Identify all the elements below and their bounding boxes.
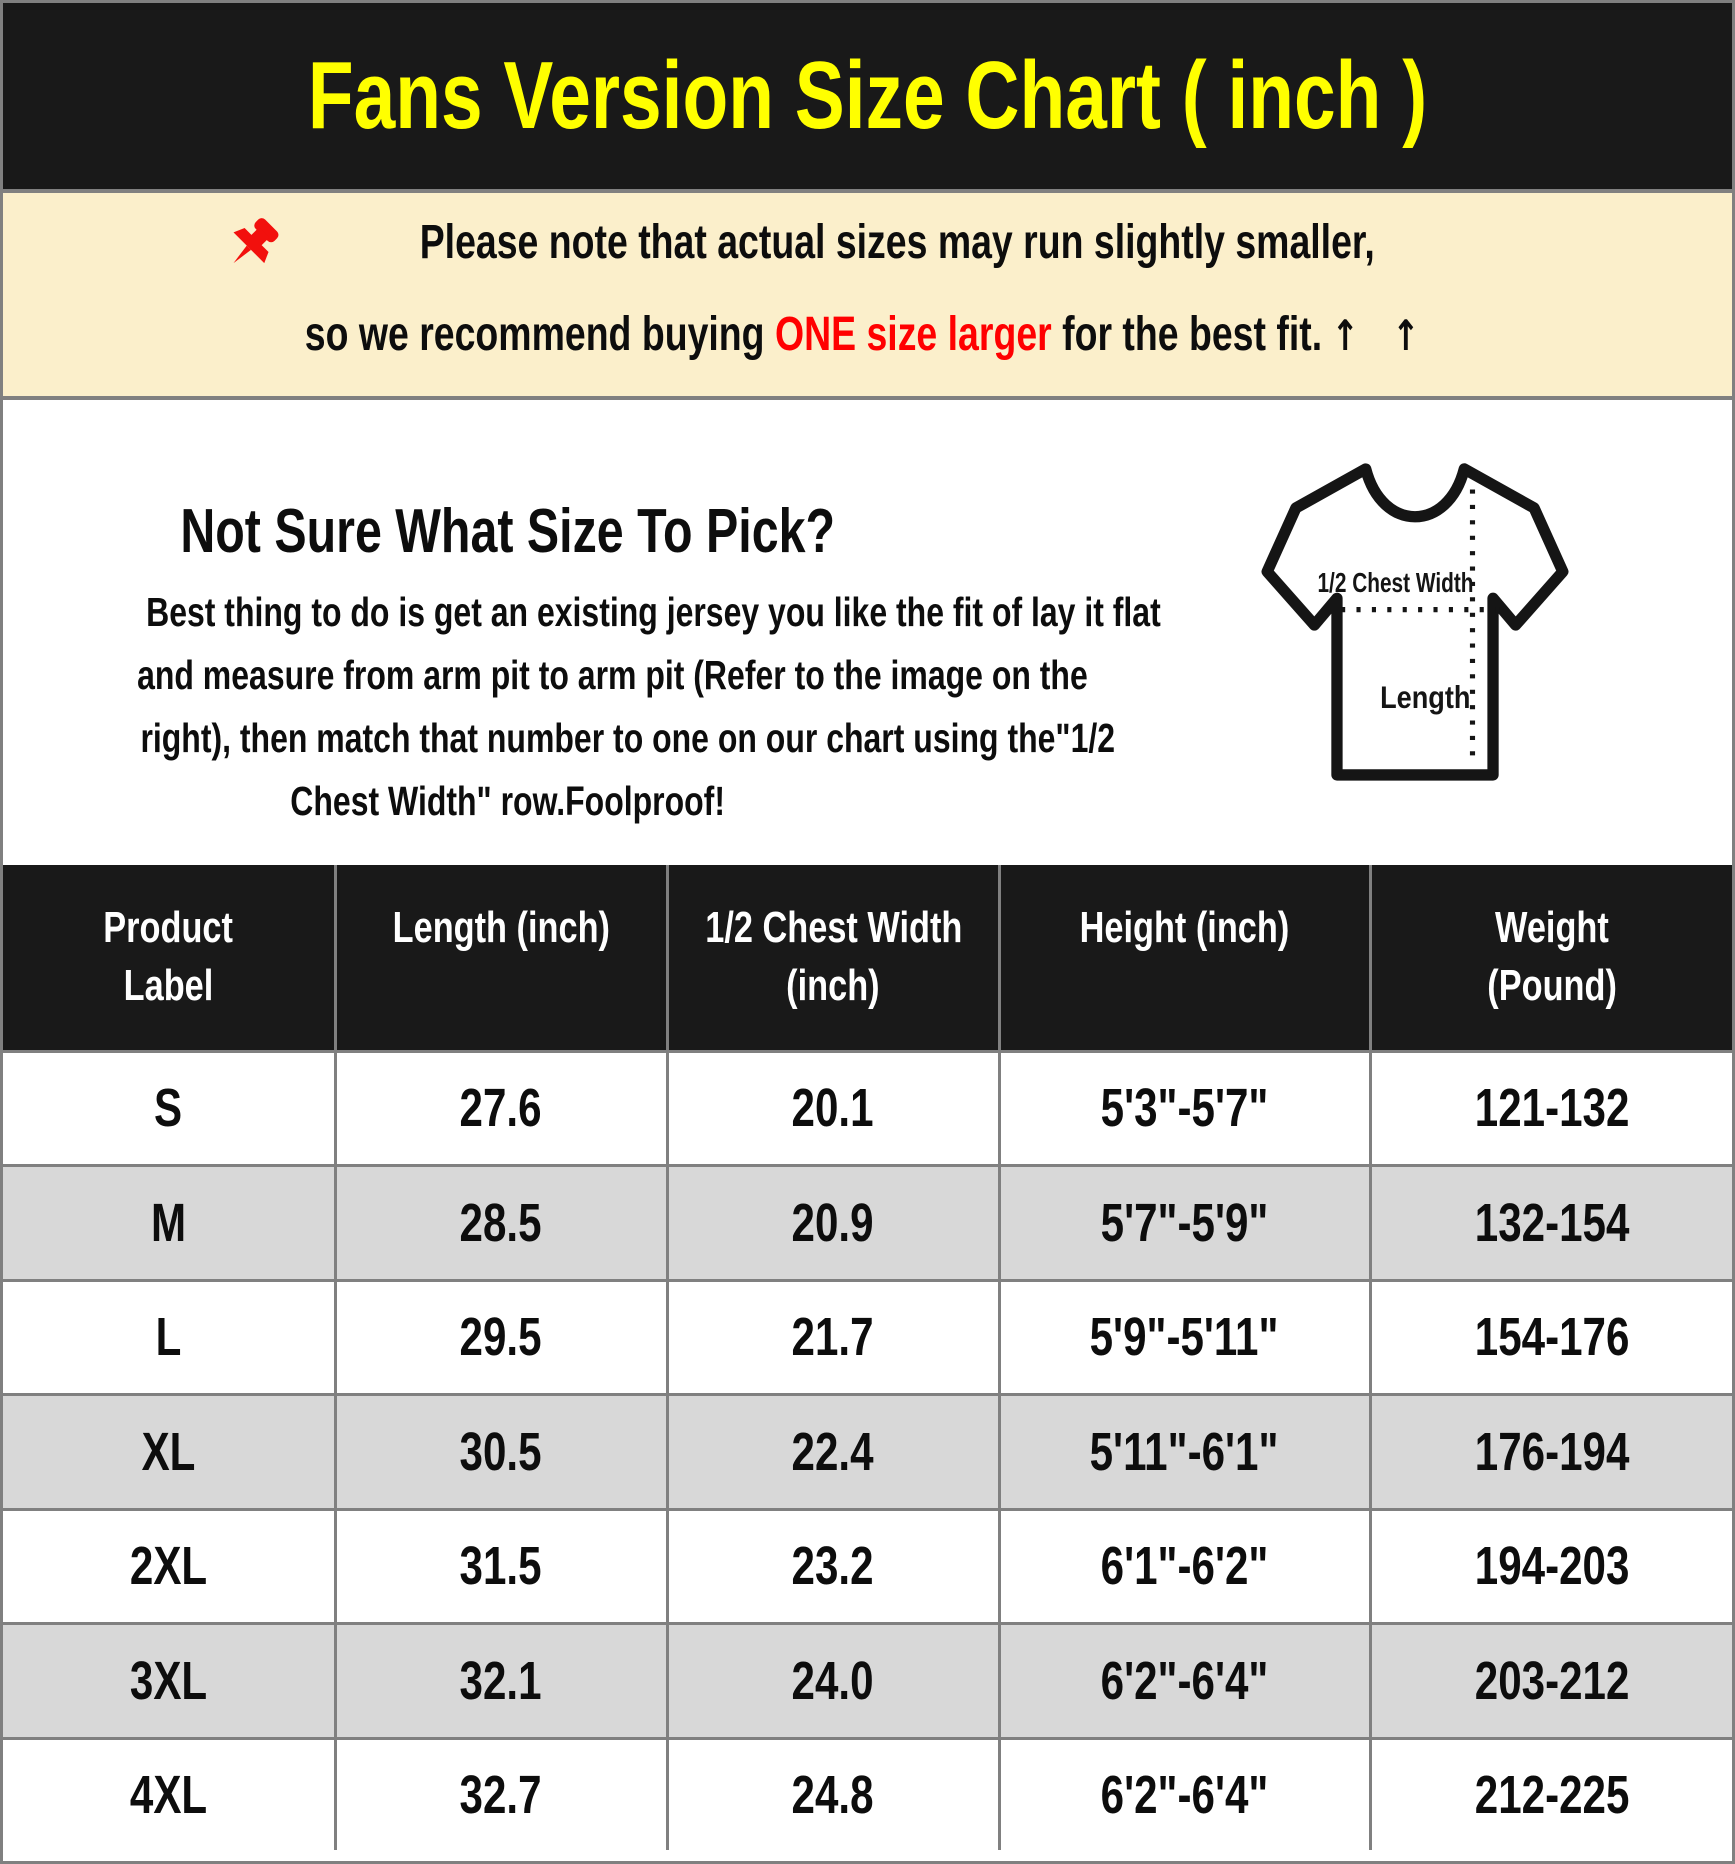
cell-size: S [3,1051,335,1166]
table-row-4xl [3,1738,1732,1850]
col-header-height: Height (inch) [999,865,1370,1051]
cell-weight: 154-176 [1370,1280,1732,1395]
cell-size: 4XL [3,1738,335,1850]
up-arrows: ↑ ↑ [1331,311,1431,360]
table-row-s [3,1051,1732,1166]
cell-length: 31.5 [335,1509,667,1624]
size-guide-section [3,400,1732,865]
cell-height: 5'7"-5'9" [999,1166,1370,1281]
note-banner [3,193,1732,400]
cell-weight: 194-203 [1370,1509,1732,1624]
note-line-2 [3,289,1732,382]
cell-size: 3XL [3,1624,335,1739]
cell-length: 32.7 [335,1738,667,1850]
note-text-1: Please note that actual sizes may run slightly smaller, [419,216,1376,269]
size-guide-body: Best thing to do is get an existing jersey you like the fit of lay it flat and measure from arm pit to arm pit (Refer to the image on the right), then match that number to one on our chart using the"1/2 Chest Width" row.Foolproof! [137,589,1161,824]
note-line-1 [3,197,1732,289]
col-header-product-label: Product Label [3,865,335,1051]
size-guide-text [3,400,1161,833]
cell-length: 29.5 [335,1280,667,1395]
cell-chest: 22.4 [667,1395,999,1510]
col-header-length: Length (inch) [335,865,667,1051]
cell-weight: 203-212 [1370,1624,1732,1739]
cell-weight: 121-132 [1370,1051,1732,1166]
col-header-chest-width: 1/2 Chest Width (inch) [667,865,999,1051]
note-text-2: so we recommend buying ONE size larger for the best fit. ↑ ↑ [304,308,1431,361]
title-bar [3,3,1732,193]
cell-height: 6'1"-6'2" [999,1509,1370,1624]
table-row-2xl [3,1509,1732,1624]
table-row-l [3,1280,1732,1395]
cell-size: L [3,1280,335,1395]
chest-width-label: 1/2 Chest Width [1317,567,1474,599]
table-header [3,865,1732,1051]
cell-size: M [3,1166,335,1281]
pushpin-icon [225,216,283,274]
size-guide-heading: Not Sure What Size To Pick? [180,497,836,566]
cell-height: 5'3"-5'7" [999,1051,1370,1166]
cell-chest: 24.8 [667,1738,999,1850]
cell-chest: 20.1 [667,1051,999,1166]
cell-length: 30.5 [335,1395,667,1510]
cell-chest: 21.7 [667,1280,999,1395]
cell-length: 32.1 [335,1624,667,1739]
tshirt-icon [1261,452,1569,796]
cell-height: 6'2"-6'4" [999,1738,1370,1850]
cell-weight: 176-194 [1370,1395,1732,1510]
cell-length: 28.5 [335,1166,667,1281]
cell-size: 2XL [3,1509,335,1624]
cell-chest: 20.9 [667,1166,999,1281]
page-title: Fans Version Size Chart ( inch ) [307,42,1428,149]
size-chart-table [3,865,1732,1850]
cell-weight: 212-225 [1370,1738,1732,1850]
tshirt-measure-diagram [1261,452,1569,796]
table-row-m [3,1166,1732,1281]
table-row-xl [3,1395,1732,1510]
cell-height: 6'2"-6'4" [999,1624,1370,1739]
cell-length: 27.6 [335,1051,667,1166]
cell-height: 5'9"-5'11" [999,1280,1370,1395]
col-header-weight: Weight (Pound) [1370,865,1732,1051]
cell-height: 5'11"-6'1" [999,1395,1370,1510]
cell-chest: 23.2 [667,1509,999,1624]
note-highlight: ONE size larger [774,308,1052,361]
length-label: Length [1380,679,1471,716]
cell-weight: 132-154 [1370,1166,1732,1281]
cell-chest: 24.0 [667,1624,999,1739]
cell-size: XL [3,1395,335,1510]
table-row-3xl [3,1624,1732,1739]
